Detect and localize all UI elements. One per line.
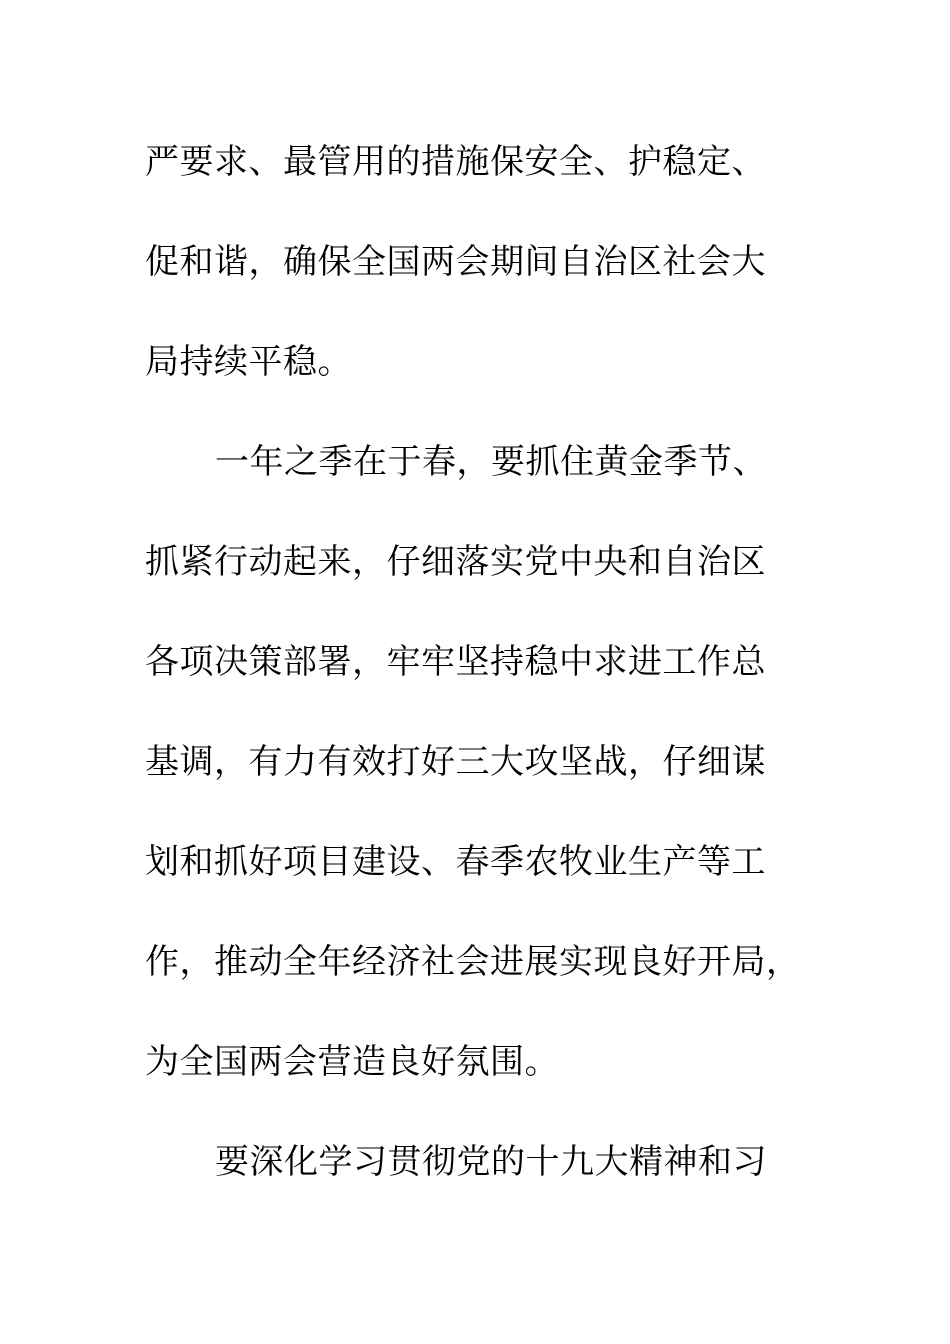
text-line: 促和谐，确保全国两会期间自治区社会大 bbox=[145, 242, 766, 282]
body-text bbox=[145, 112, 825, 1212]
text-line: 局持续平稳。 bbox=[145, 342, 352, 382]
text-line: 划和抓好项目建设、春季农牧业生产等工 bbox=[145, 842, 766, 882]
text-line: 各项决策部署，牢牢坚持稳中求进工作总 bbox=[145, 642, 766, 682]
text-line: 为全国两会营造良好氛围。 bbox=[145, 1042, 559, 1082]
text-line: 严要求、最管用的措施保安全、护稳定、 bbox=[145, 142, 766, 182]
text-line: 作，推动全年经济社会进展实现良好开局， bbox=[145, 942, 801, 982]
text-line: 抓紧行动起来，仔细落实党中央和自治区 bbox=[145, 542, 766, 582]
text-line: 基调，有力有效打好三大攻坚战，仔细谋 bbox=[145, 742, 766, 782]
paragraph-start-line: 要深化学习贯彻党的十九大精神和习 bbox=[215, 1142, 767, 1182]
paragraph-start-line: 一年之季在于春，要抓住黄金季节、 bbox=[215, 442, 767, 482]
